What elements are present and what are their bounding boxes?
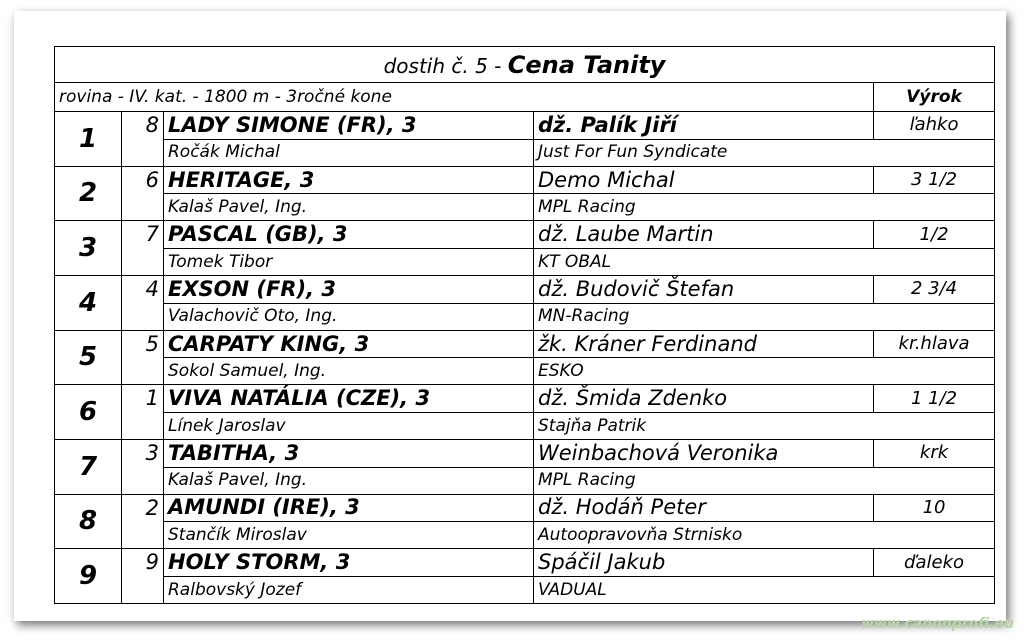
jockey-name: Spáčil Jakub bbox=[534, 549, 874, 577]
winning-margin: 10 bbox=[874, 494, 995, 522]
saddle-number: 9 bbox=[122, 549, 164, 577]
document-frame bbox=[14, 11, 1006, 621]
horse-name: AMUNDI (IRE), 3 bbox=[164, 494, 534, 522]
result-row-main bbox=[55, 330, 995, 358]
owner-name: Autoopravovňa Strnisko bbox=[534, 522, 995, 549]
number-spacer bbox=[122, 413, 164, 440]
results-table bbox=[54, 46, 995, 604]
finish-place: 6 bbox=[55, 385, 122, 440]
owner-name: VADUAL bbox=[534, 577, 995, 604]
race-title bbox=[55, 47, 995, 83]
finish-place: 9 bbox=[55, 549, 122, 604]
number-spacer bbox=[122, 577, 164, 604]
trainer-name: Tomek Tibor bbox=[164, 249, 534, 276]
winning-margin: 1 1/2 bbox=[874, 385, 995, 413]
result-row-main bbox=[55, 549, 995, 577]
trainer-name: Kalaš Pavel, Ing. bbox=[164, 467, 534, 494]
saddle-number: 1 bbox=[122, 385, 164, 413]
finish-place: 7 bbox=[55, 439, 122, 494]
trainer-name: Línek Jaroslav bbox=[164, 413, 534, 440]
owner-name: Just For Fun Syndicate bbox=[534, 139, 995, 166]
finish-place: 8 bbox=[55, 494, 122, 549]
winning-margin: 3 1/2 bbox=[874, 166, 995, 194]
jockey-name: Weinbachová Veronika bbox=[534, 439, 874, 467]
owner-name: MPL Racing bbox=[534, 467, 995, 494]
result-row-detail bbox=[55, 303, 995, 330]
horse-name: PASCAL (GB), 3 bbox=[164, 221, 534, 249]
race-conditions: rovina - IV. kat. - 1800 m - 3ročné kone bbox=[55, 83, 874, 112]
jockey-name: žk. Kráner Ferdinand bbox=[534, 330, 874, 358]
result-row-detail bbox=[55, 358, 995, 385]
number-spacer bbox=[122, 249, 164, 276]
result-row-detail bbox=[55, 249, 995, 276]
jockey-name: dž. Budovič Štefan bbox=[534, 275, 874, 303]
horse-name: HERITAGE, 3 bbox=[164, 166, 534, 194]
number-spacer bbox=[122, 467, 164, 494]
saddle-number: 2 bbox=[122, 494, 164, 522]
watermark: www.canonprofi.eu bbox=[861, 616, 1014, 632]
saddle-number: 4 bbox=[122, 275, 164, 303]
jockey-name: dž. Palík Jiří bbox=[534, 111, 874, 139]
trainer-name: Valachovič Oto, Ing. bbox=[164, 303, 534, 330]
result-row-main bbox=[55, 111, 995, 139]
owner-name: ESKO bbox=[534, 358, 995, 385]
margin-header: Výrok bbox=[874, 83, 995, 112]
winning-margin: 2 3/4 bbox=[874, 275, 995, 303]
trainer-name: Ročák Michal bbox=[164, 139, 534, 166]
result-row-main bbox=[55, 494, 995, 522]
result-row-detail bbox=[55, 467, 995, 494]
jockey-name: dž. Hodáň Peter bbox=[534, 494, 874, 522]
result-row-main bbox=[55, 166, 995, 194]
finish-place: 3 bbox=[55, 221, 122, 276]
result-row-main bbox=[55, 221, 995, 249]
saddle-number: 6 bbox=[122, 166, 164, 194]
finish-place: 1 bbox=[55, 111, 122, 166]
number-spacer bbox=[122, 358, 164, 385]
winning-margin: ľahko bbox=[874, 111, 995, 139]
owner-name: Stajňa Patrik bbox=[534, 413, 995, 440]
title-row bbox=[55, 47, 995, 83]
result-row-main bbox=[55, 439, 995, 467]
saddle-number: 8 bbox=[122, 111, 164, 139]
result-row-detail bbox=[55, 139, 995, 166]
saddle-number: 5 bbox=[122, 330, 164, 358]
owner-name: MN-Racing bbox=[534, 303, 995, 330]
horse-name: VIVA NATÁLIA (CZE), 3 bbox=[164, 385, 534, 413]
result-row-detail bbox=[55, 577, 995, 604]
saddle-number: 7 bbox=[122, 221, 164, 249]
owner-name: KT OBAL bbox=[534, 249, 995, 276]
jockey-name: dž. Šmida Zdenko bbox=[534, 385, 874, 413]
winning-margin: 1/2 bbox=[874, 221, 995, 249]
result-row-detail bbox=[55, 413, 995, 440]
finish-place: 2 bbox=[55, 166, 122, 221]
finish-place: 4 bbox=[55, 275, 122, 330]
trainer-name: Kalaš Pavel, Ing. bbox=[164, 194, 534, 221]
result-row-main bbox=[55, 275, 995, 303]
trainer-name: Ralbovský Jozef bbox=[164, 577, 534, 604]
owner-name: MPL Racing bbox=[534, 194, 995, 221]
horse-name: HOLY STORM, 3 bbox=[164, 549, 534, 577]
race-number-label: dostih č. 5 - bbox=[383, 53, 508, 78]
winning-margin: ďaleko bbox=[874, 549, 995, 577]
trainer-name: Stančík Miroslav bbox=[164, 522, 534, 549]
jockey-name: dž. Laube Martin bbox=[534, 221, 874, 249]
conditions-row bbox=[55, 83, 995, 112]
winning-margin: kr.hlava bbox=[874, 330, 995, 358]
race-name: Cena Tanity bbox=[507, 50, 666, 79]
result-row-main bbox=[55, 385, 995, 413]
saddle-number: 3 bbox=[122, 439, 164, 467]
horse-name: CARPATY KING, 3 bbox=[164, 330, 534, 358]
winning-margin: krk bbox=[874, 439, 995, 467]
results-sheet bbox=[54, 46, 994, 604]
number-spacer bbox=[122, 194, 164, 221]
jockey-name: Demo Michal bbox=[534, 166, 874, 194]
number-spacer bbox=[122, 522, 164, 549]
horse-name: EXSON (FR), 3 bbox=[164, 275, 534, 303]
result-row-detail bbox=[55, 522, 995, 549]
result-row-detail bbox=[55, 194, 995, 221]
horse-name: TABITHA, 3 bbox=[164, 439, 534, 467]
number-spacer bbox=[122, 303, 164, 330]
horse-name: LADY SIMONE (FR), 3 bbox=[164, 111, 534, 139]
finish-place: 5 bbox=[55, 330, 122, 385]
number-spacer bbox=[122, 139, 164, 166]
trainer-name: Sokol Samuel, Ing. bbox=[164, 358, 534, 385]
